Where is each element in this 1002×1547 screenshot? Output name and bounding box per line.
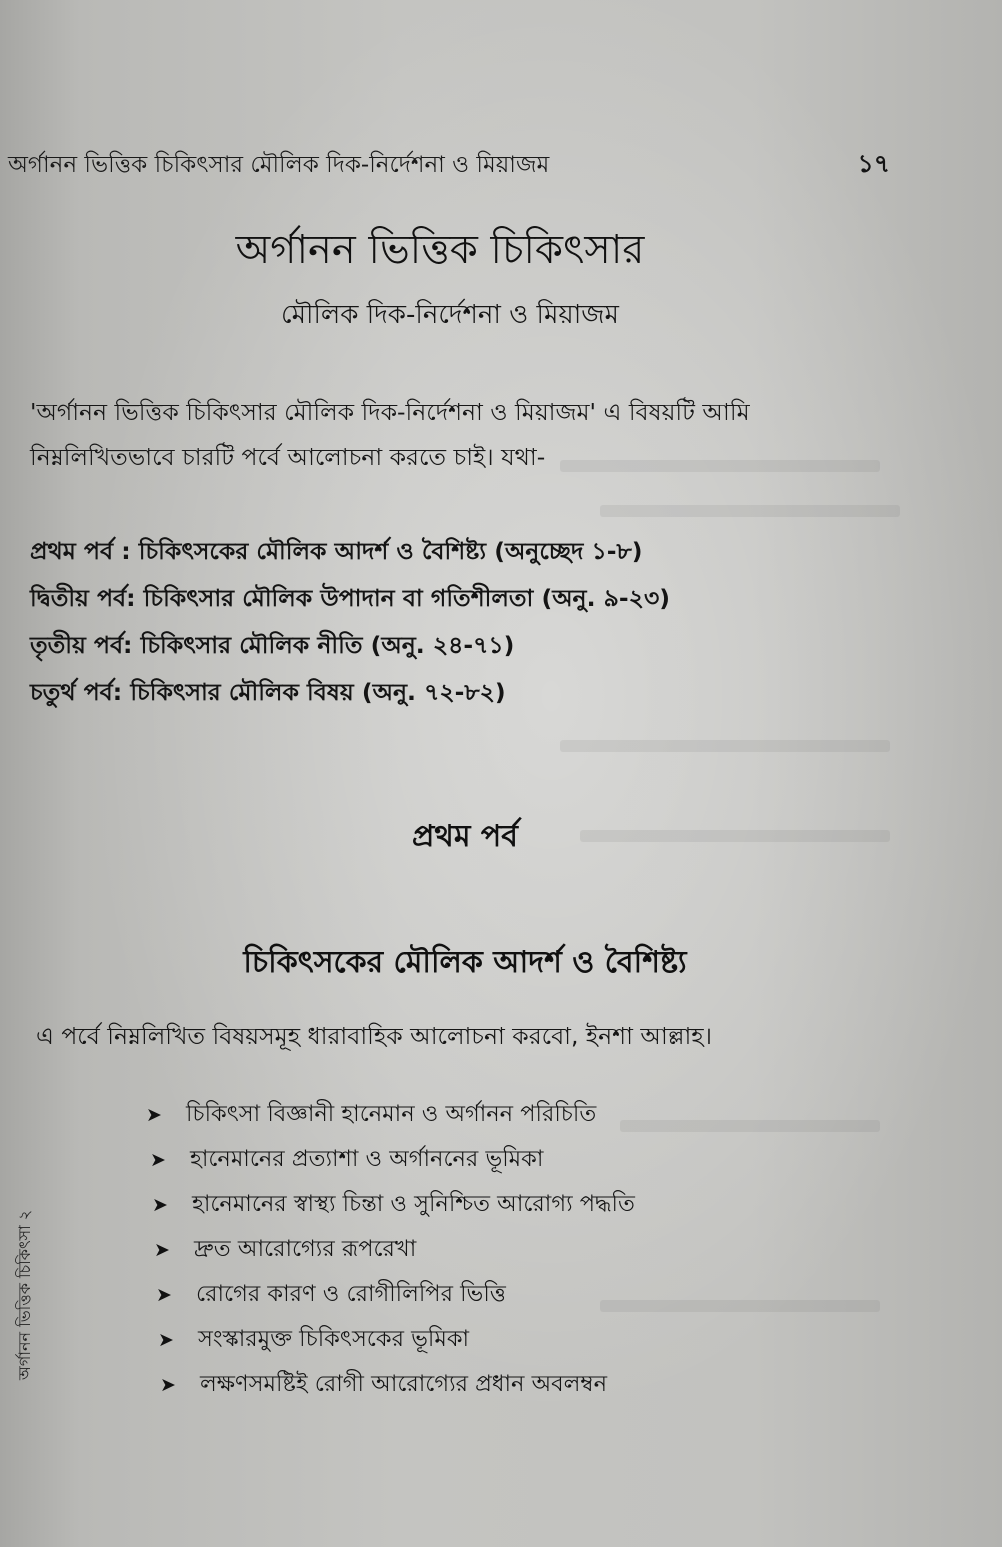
part-item: দ্বিতীয় পর্ব: চিকিৎসার মৌলিক উপাদান বা গতিশীলতা (অনু. ৯-২৩) xyxy=(30,584,670,612)
list-item xyxy=(154,1227,846,1272)
arrowhead-icon: ➤ xyxy=(152,1193,168,1216)
arrowhead-icon: ➤ xyxy=(158,1328,174,1351)
part-item: প্রথম পর্ব : চিকিৎসকের মৌলিক আদর্শ ও বৈশিষ্ট্য (অনুচ্ছেদ ১-৮) xyxy=(30,537,643,565)
bleed-through-mark xyxy=(600,505,900,517)
side-footer-text: অর্গানন ভিত্তিক চিকিৎসা ২ xyxy=(15,1209,34,1380)
section-subheading: চিকিৎসকের মৌলিক আদর্শ ও বৈশিষ্ট্য xyxy=(243,945,687,980)
section-heading: প্রথম পর্ব xyxy=(412,819,518,854)
section-intro: এ পর্বে নিম্নলিখিত বিষয়সমূহ ধারাবাহিক আলোচনা করবো, ইনশা আল্লাহ। xyxy=(36,1022,713,1050)
list-item-text: হানেমানের স্বাস্থ্য চিন্তা ও সুনিশ্চিত আরোগ্য পদ্ধতি xyxy=(192,1190,635,1217)
list-item xyxy=(156,1272,846,1317)
arrowhead-icon: ➤ xyxy=(146,1103,162,1126)
list-item xyxy=(146,1092,846,1137)
parts-list xyxy=(30,528,870,716)
list-item-text: দ্রুত আরোগ্যের রূপরেখা xyxy=(194,1235,417,1262)
bleed-through-mark xyxy=(560,740,890,752)
topic-list xyxy=(146,1092,846,1407)
running-header: অর্গানন ভিত্তিক চিকিৎসার মৌলিক দিক-নির্দেশনা ও মিয়াজম xyxy=(8,152,550,178)
page-number: ১৭ xyxy=(857,149,890,178)
list-item xyxy=(158,1317,846,1362)
list-item-text: রোগের কারণ ও রোগীলিপির ভিত্তি xyxy=(196,1280,506,1307)
page-title: অর্গানন ভিত্তিক চিকিৎসার xyxy=(235,227,645,273)
intro-line: নিম্নলিখিতভাবে চারটি পর্বে আলোচনা করতে চাই। যথা- xyxy=(30,443,546,471)
list-item-text: সংস্কারমুক্ত চিকিৎসকের ভূমিকা xyxy=(198,1325,470,1352)
list-item xyxy=(160,1362,846,1407)
list-item-text: লক্ষণসমষ্টিই রোগী আরোগ্যের প্রধান অবলম্বন xyxy=(200,1370,608,1397)
list-item-text: চিকিৎসা বিজ্ঞানী হানেমান ও অর্গানন পরিচিতি xyxy=(186,1100,597,1127)
arrowhead-icon: ➤ xyxy=(160,1373,176,1396)
part-item: তৃতীয় পর্ব: চিকিৎসার মৌলিক নীতি (অনু. ২৪-৭১) xyxy=(30,631,515,659)
part-item: চতুর্থ পর্ব: চিকিৎসার মৌলিক বিষয় (অনু. ৭২-৮২) xyxy=(30,678,506,706)
intro-line: 'অর্গানন ভিত্তিক চিকিৎসার মৌলিক দিক-নির্দেশনা ও মিয়াজম' এ বিষয়টি আমি xyxy=(30,398,750,426)
page-subtitle: মৌলিক দিক-নির্দেশনা ও মিয়াজম xyxy=(281,300,619,330)
list-item xyxy=(152,1182,846,1227)
arrowhead-icon: ➤ xyxy=(154,1238,170,1261)
arrowhead-icon: ➤ xyxy=(150,1148,166,1171)
arrowhead-icon: ➤ xyxy=(156,1283,172,1306)
intro-paragraph xyxy=(30,390,850,480)
list-item xyxy=(150,1137,846,1182)
list-item-text: হানেমানের প্রত্যাশা ও অর্গাননের ভূমিকা xyxy=(190,1145,544,1172)
